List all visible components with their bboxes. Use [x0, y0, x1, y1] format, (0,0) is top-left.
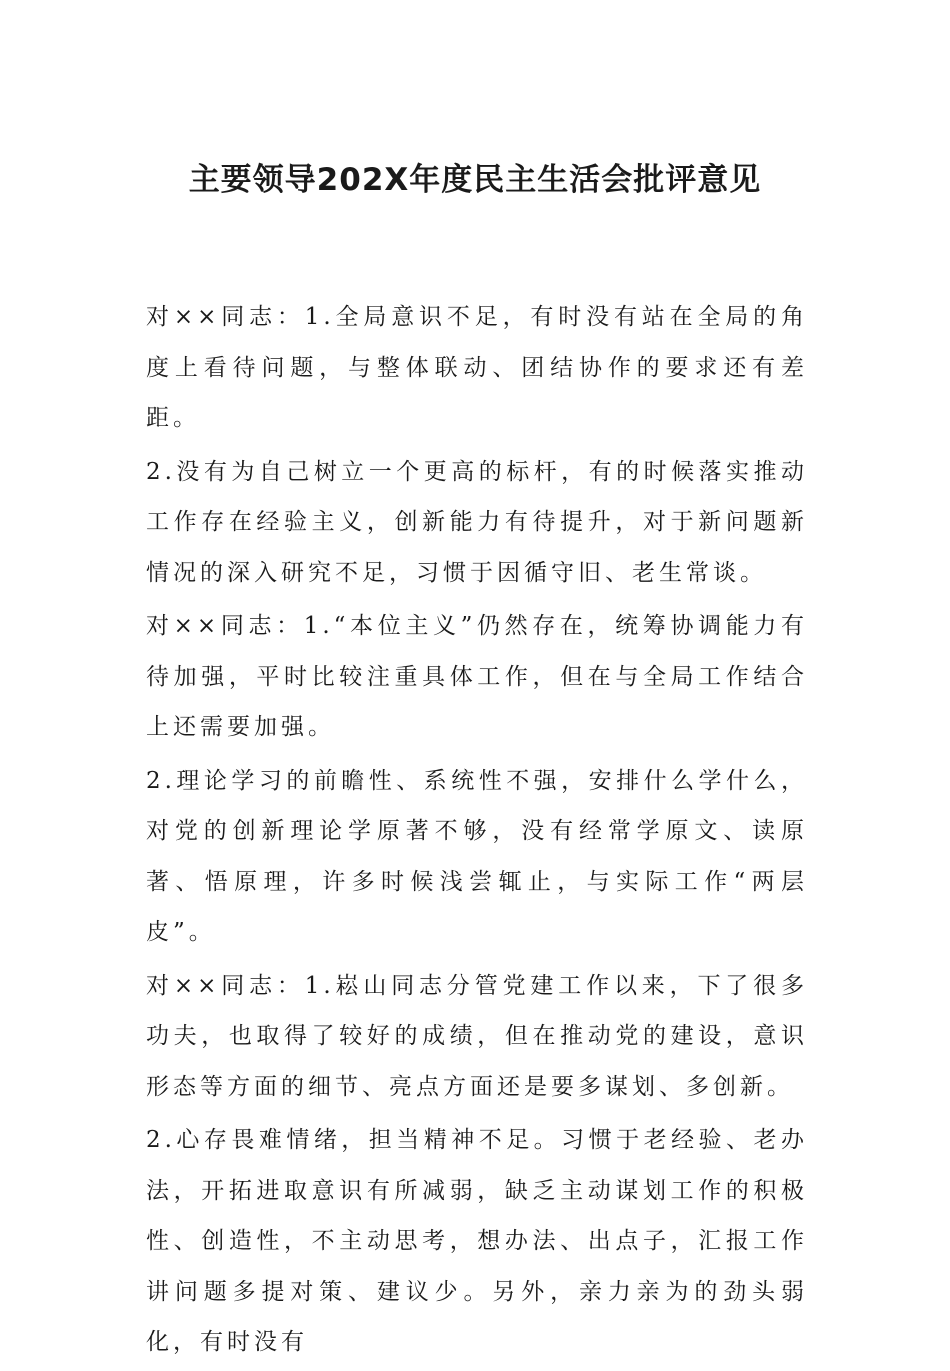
paragraph-6: 2.心存畏难情绪，担当精神不足。习惯于老经验、老办法，开拓进取意识有所减弱，缺乏主动谋划工作的积极性、创造性，不主动思考，想办法、出点子，汇报工作讲问题多提对策、建议少。另外，亲力亲为的劲头弱化，有时没有: [146, 1127, 808, 1355]
paragraph-4: 2.理论学习的前瞻性、系统性不强，安排什么学什么，对党的创新理论学原著不够，没有经常学原文、读原著、悟原理，许多时候浅尝辄止，与实际工作“两层皮”。: [146, 767, 808, 945]
paragraph-1: 对××同志：1.全局意识不足，有时没有站在全局的角度上看待问题，与整体联动、团结协作的要求还有差距。: [146, 304, 808, 431]
document-body: [146, 292, 808, 1371]
paragraph-2: 2.没有为自己树立一个更高的标杆，有的时候落实推动工作存在经验主义，创新能力有待提升，对于新问题新情况的深入研究不足，习惯于因循守旧、老生常谈。: [146, 458, 808, 586]
paragraph-3: 对××同志：1.“本位主义”仍然存在，统筹协调能力有待加强，平时比较注重具体工作，但在与全局工作结合上还需要加强。: [146, 613, 808, 740]
document-title: 主要领导202X年度民主生活会批评意见: [188, 162, 762, 198]
paragraph-5: 对××同志：1.崧山同志分管党建工作以来，下了很多功夫，也取得了较好的成绩，但在推动党的建设，意识形态等方面的细节、亮点方面还是要多谋划、多创新。: [146, 972, 808, 1100]
